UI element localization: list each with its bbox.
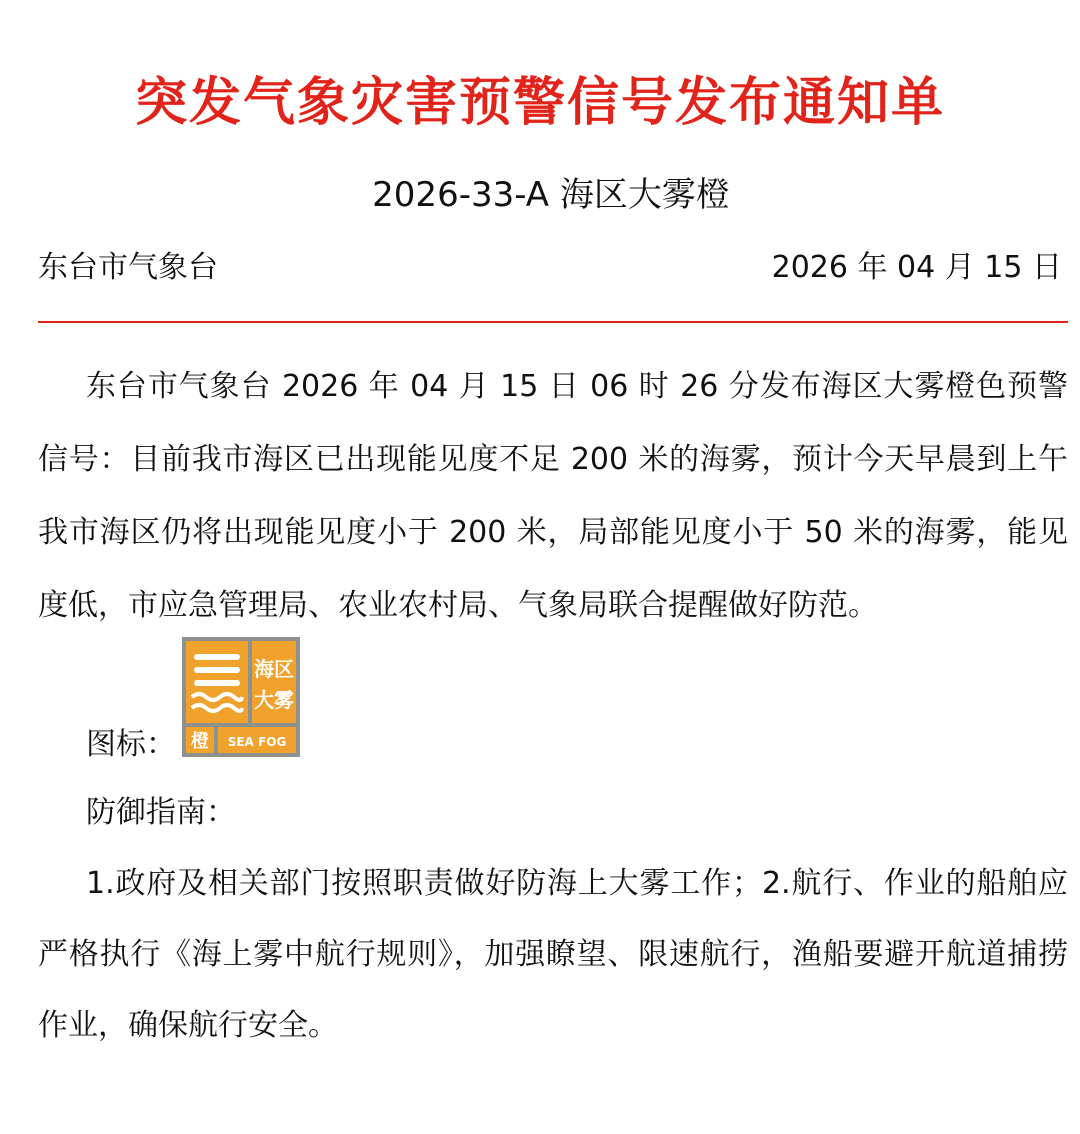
notice-title: 突发气象灾害预警信号发布通知单 [134, 73, 945, 133]
notice-body: 东台市气象台 2026 年 04 月 15 日 06 时 26 分发布海区大雾橙色预警信号：目前我市海区已出现能见度不足 200 米的海雾，预计今天早晨到上午我市海区仍将出现能见度小于 200 米，局部能见度小于 50 米的海雾，能见度低，市应急管理局、农业农村局、气象局联合提醒做好防范。 [38, 369, 1068, 623]
fog-line-1 [194, 654, 240, 660]
sea-fog-orange-icon [182, 637, 300, 757]
icon-english-text: SEA FOG [227, 735, 287, 749]
icon-text-top: 海区 [254, 657, 294, 681]
issue-date: 2026 年 04 月 15 日 [771, 250, 1062, 285]
guide-label: 防御指南： [86, 795, 236, 830]
fog-line-3 [194, 680, 240, 686]
issuer-name: 东台市气象台 [38, 250, 218, 285]
defense-guide: 1.政府及相关部门按照职责做好防海上大雾工作；2.航行、作业的船舶应严格执行《海上雾中航行规则》，加强瞭望、限速航行，渔船要避开航道捕捞作业，确保航行安全。 [38, 866, 1068, 1043]
notice-subtitle: 2026-33-A 海区大雾橙 [372, 175, 730, 215]
header-divider [38, 321, 1068, 323]
fog-line-2 [194, 667, 240, 673]
icon-text-bottom: 大雾 [254, 688, 294, 712]
icon-level-text: 橙 [191, 731, 209, 752]
icon-label: 图标： [86, 727, 176, 762]
